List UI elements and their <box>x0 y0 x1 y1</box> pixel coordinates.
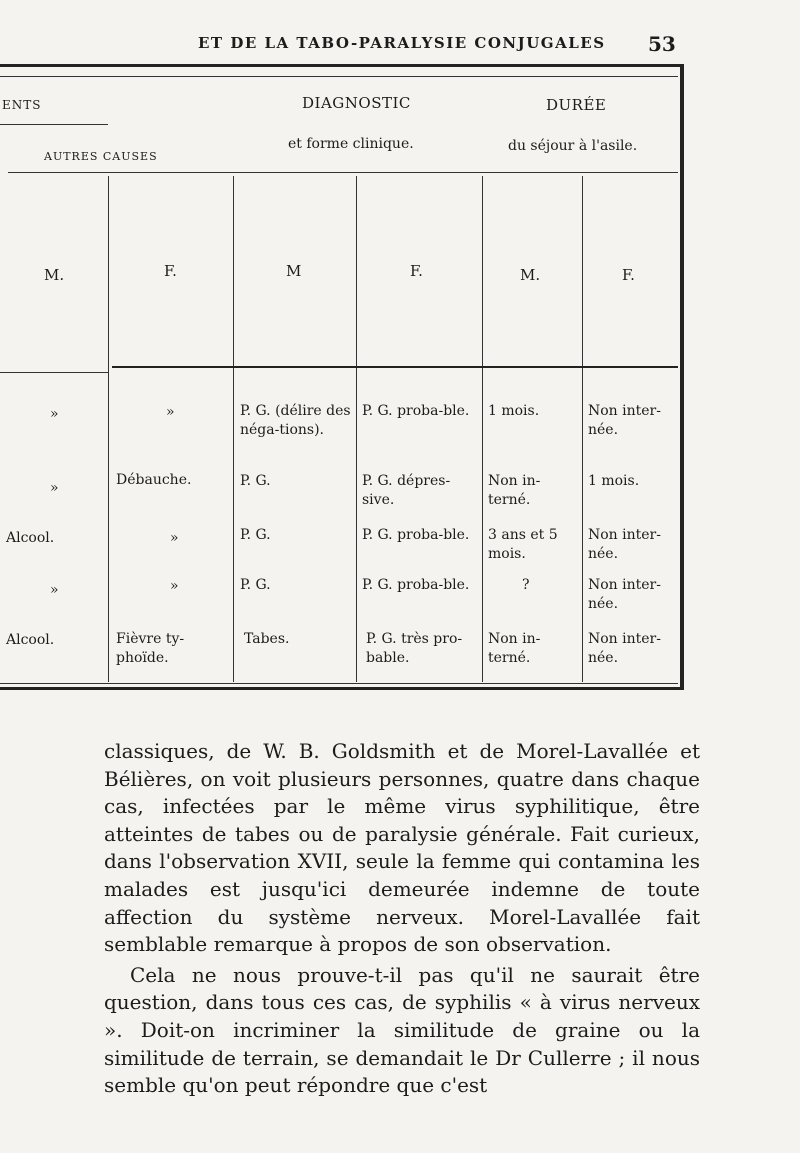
row3-causes-f: » <box>170 530 179 546</box>
row1-diag-f: P. G. proba-ble. <box>362 403 470 419</box>
paragraph-2: Cela ne nous prouve-t-il pas qu'il ne saurait être question, dans tous ces cas, de syphilis « à virus nerveux ». Doit-on incriminer la similitude de graine ou la similitude de terrain, se demandait le Dr Cullerre ; il nous semble qu'on peut répondre que c'est <box>104 962 700 1098</box>
row4-duree-m: ? <box>522 577 530 593</box>
diagnostic-title: DIAGNOSTIC <box>302 94 411 112</box>
col-head-causes-f: F. <box>164 262 177 280</box>
page-number: 53 <box>648 32 676 56</box>
row2-causes-f: Débauche. <box>116 472 192 488</box>
row1-causes-m: » <box>50 406 59 422</box>
col-line-2 <box>233 176 234 682</box>
rule-left-fragment <box>0 124 108 125</box>
rule-col-heads <box>112 366 678 368</box>
row1-duree-f: Non inter-née. <box>588 403 661 438</box>
row4-causes-f: » <box>170 578 179 594</box>
row1-diag-m: P. G. (délire des néga-tions). <box>240 403 351 438</box>
col-line-3 <box>356 176 357 682</box>
running-title: ET DE LA TABO-PARALYSIE CONJUGALES <box>198 34 606 52</box>
row3-diag-m: P. G. <box>240 527 271 543</box>
row2-duree-m: Non in-terné. <box>488 473 541 508</box>
row2-duree-f: 1 mois. <box>588 473 640 489</box>
col-head-diag-f: F. <box>410 262 423 280</box>
row4-diag-m: P. G. <box>240 577 271 593</box>
row3-duree-m: 3 ans et 5 mois. <box>488 527 558 562</box>
row2-causes-m: » <box>50 480 59 496</box>
row5-duree-m: Non in-terné. <box>488 631 541 666</box>
body-text <box>104 738 700 1100</box>
col-line-5 <box>582 176 583 682</box>
row2-diag-f: P. G. dépres-sive. <box>362 473 451 508</box>
col-head-diag-m: M <box>286 262 302 280</box>
col-head-causes-m: M. <box>44 266 65 284</box>
running-header <box>0 32 800 56</box>
row3-causes-m: Alcool. <box>6 530 55 546</box>
left-fragment-top: ENTS <box>2 98 42 112</box>
row3-duree-f: Non inter-née. <box>588 527 661 562</box>
diagnostic-sub: et forme clinique. <box>288 136 414 152</box>
row5-causes-m: Alcool. <box>6 632 55 648</box>
col-head-duree-m: M. <box>520 266 541 284</box>
col-line-4 <box>482 176 483 682</box>
rule-col-heads-left <box>0 372 108 373</box>
row4-causes-m: » <box>50 582 59 598</box>
duree-title: DURÉE <box>546 96 607 114</box>
table-inner-rule-bottom <box>0 683 678 684</box>
duree-sub: du séjour à l'asile. <box>508 138 638 154</box>
row3-diag-f: P. G. proba-ble. <box>362 527 470 543</box>
row5-diag-f: P. G. très pro-bable. <box>366 631 463 666</box>
rule-header-sub <box>8 172 678 173</box>
left-fragment-sub: AUTRES CAUSES <box>44 150 158 163</box>
row1-causes-f: » <box>166 404 175 420</box>
row4-diag-f: P. G. proba-ble. <box>362 577 470 593</box>
col-head-duree-f: F. <box>622 266 635 284</box>
row5-duree-f: Non inter-née. <box>588 631 661 666</box>
paragraph-1: classiques, de W. B. Goldsmith et de Morel-Lavallée et Bélières, on voit plusieurs personnes, quatre dans chaque cas, infectées par le même virus syphilitique, être atteintes de tabes ou de paralysie générale. Fait curieux, dans l'observation XVII, seule la femme qui contamina les malades est jusqu'ici demeurée indemne de toute affection du système nerveux. Morel-Lavallée fait semblable remarque à propos de son observation. <box>104 739 700 957</box>
table-inner-rule-top <box>0 76 678 77</box>
row1-duree-m: 1 mois. <box>488 403 540 419</box>
col-line-1 <box>108 176 109 682</box>
row2-diag-m: P. G. <box>240 473 271 489</box>
row5-diag-m: Tabes. <box>244 631 290 647</box>
row5-causes-f: Fièvre ty-phoïde. <box>116 631 185 666</box>
row4-duree-f: Non inter-née. <box>588 577 661 612</box>
